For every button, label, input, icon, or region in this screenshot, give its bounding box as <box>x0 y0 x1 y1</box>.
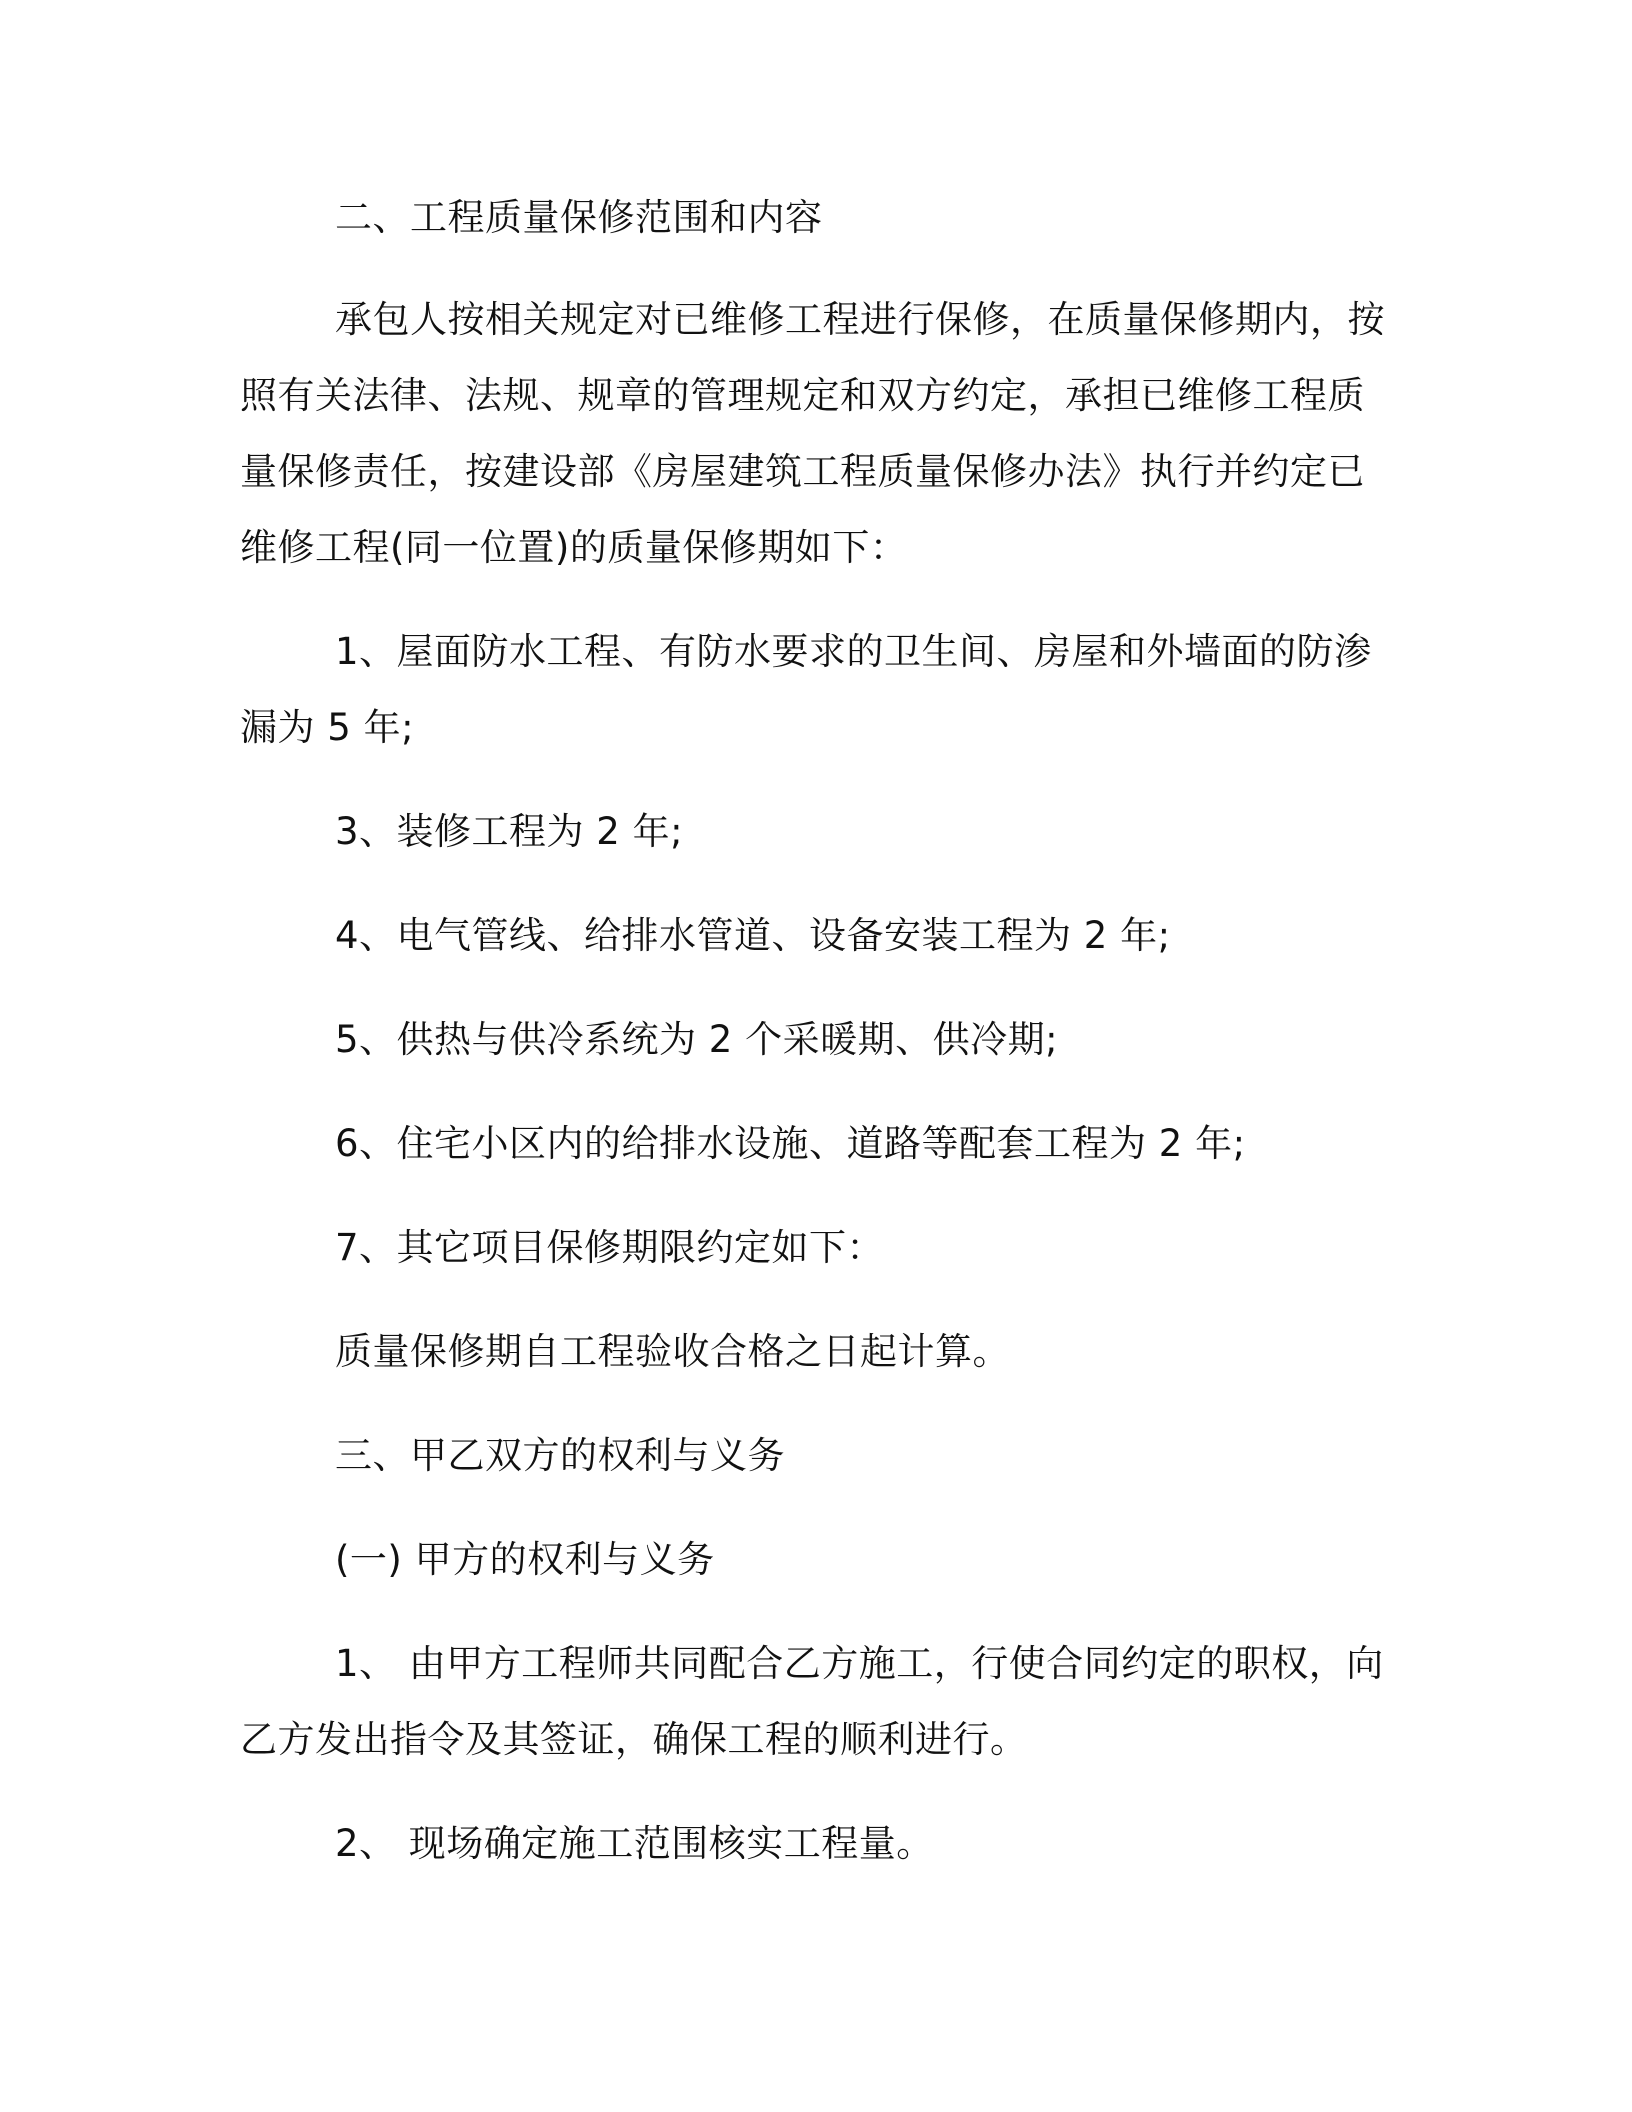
intro-line-3: 量保修责任，按建设部《房屋建筑工程质量保修办法》执行并约定已 <box>240 450 1365 493</box>
intro-line-2: 照有关法律、法规、规章的管理规定和双方约定，承担已维修工程质 <box>240 374 1365 417</box>
warranty-start-text: 质量保修期自工程验收合格之日起计算。 <box>335 1330 1010 1373</box>
item-4: 4、电气管线、给排水管道、设备安装工程为 2 年; <box>335 914 1171 957</box>
section-3-heading: 三、甲乙双方的权利与义务 <box>335 1434 785 1477</box>
section-2-heading: 二、工程质量保修范围和内容 <box>335 196 823 239</box>
item-6: 6、住宅小区内的给排水设施、道路等配套工程为 2 年; <box>335 1122 1246 1165</box>
item-1-line-2: 漏为 5 年; <box>240 706 415 749</box>
item-5: 5、供热与供冷系统为 2 个采暖期、供冷期; <box>335 1018 1059 1061</box>
duty-1-line-2: 乙方发出指令及其签证，确保工程的顺利进行。 <box>240 1718 1028 1761</box>
duty-2: 2、 现场确定施工范围核实工程量。 <box>335 1822 934 1865</box>
intro-line-4: 维修工程(同一位置)的质量保修期如下： <box>240 526 908 569</box>
item-7: 7、其它项目保修期限约定如下： <box>335 1226 885 1269</box>
item-1-line-1: 1、屋面防水工程、有防水要求的卫生间、房屋和外墙面的防渗 <box>335 630 1372 673</box>
intro-line-1: 承包人按相关规定对已维修工程进行保修，在质量保修期内，按 <box>335 298 1385 341</box>
duty-1-line-1: 1、 由甲方工程师共同配合乙方施工，行使合同约定的职权，向 <box>335 1642 1384 1685</box>
subsection-1-heading: (一) 甲方的权利与义务 <box>335 1538 715 1581</box>
item-3: 3、装修工程为 2 年; <box>335 810 684 853</box>
